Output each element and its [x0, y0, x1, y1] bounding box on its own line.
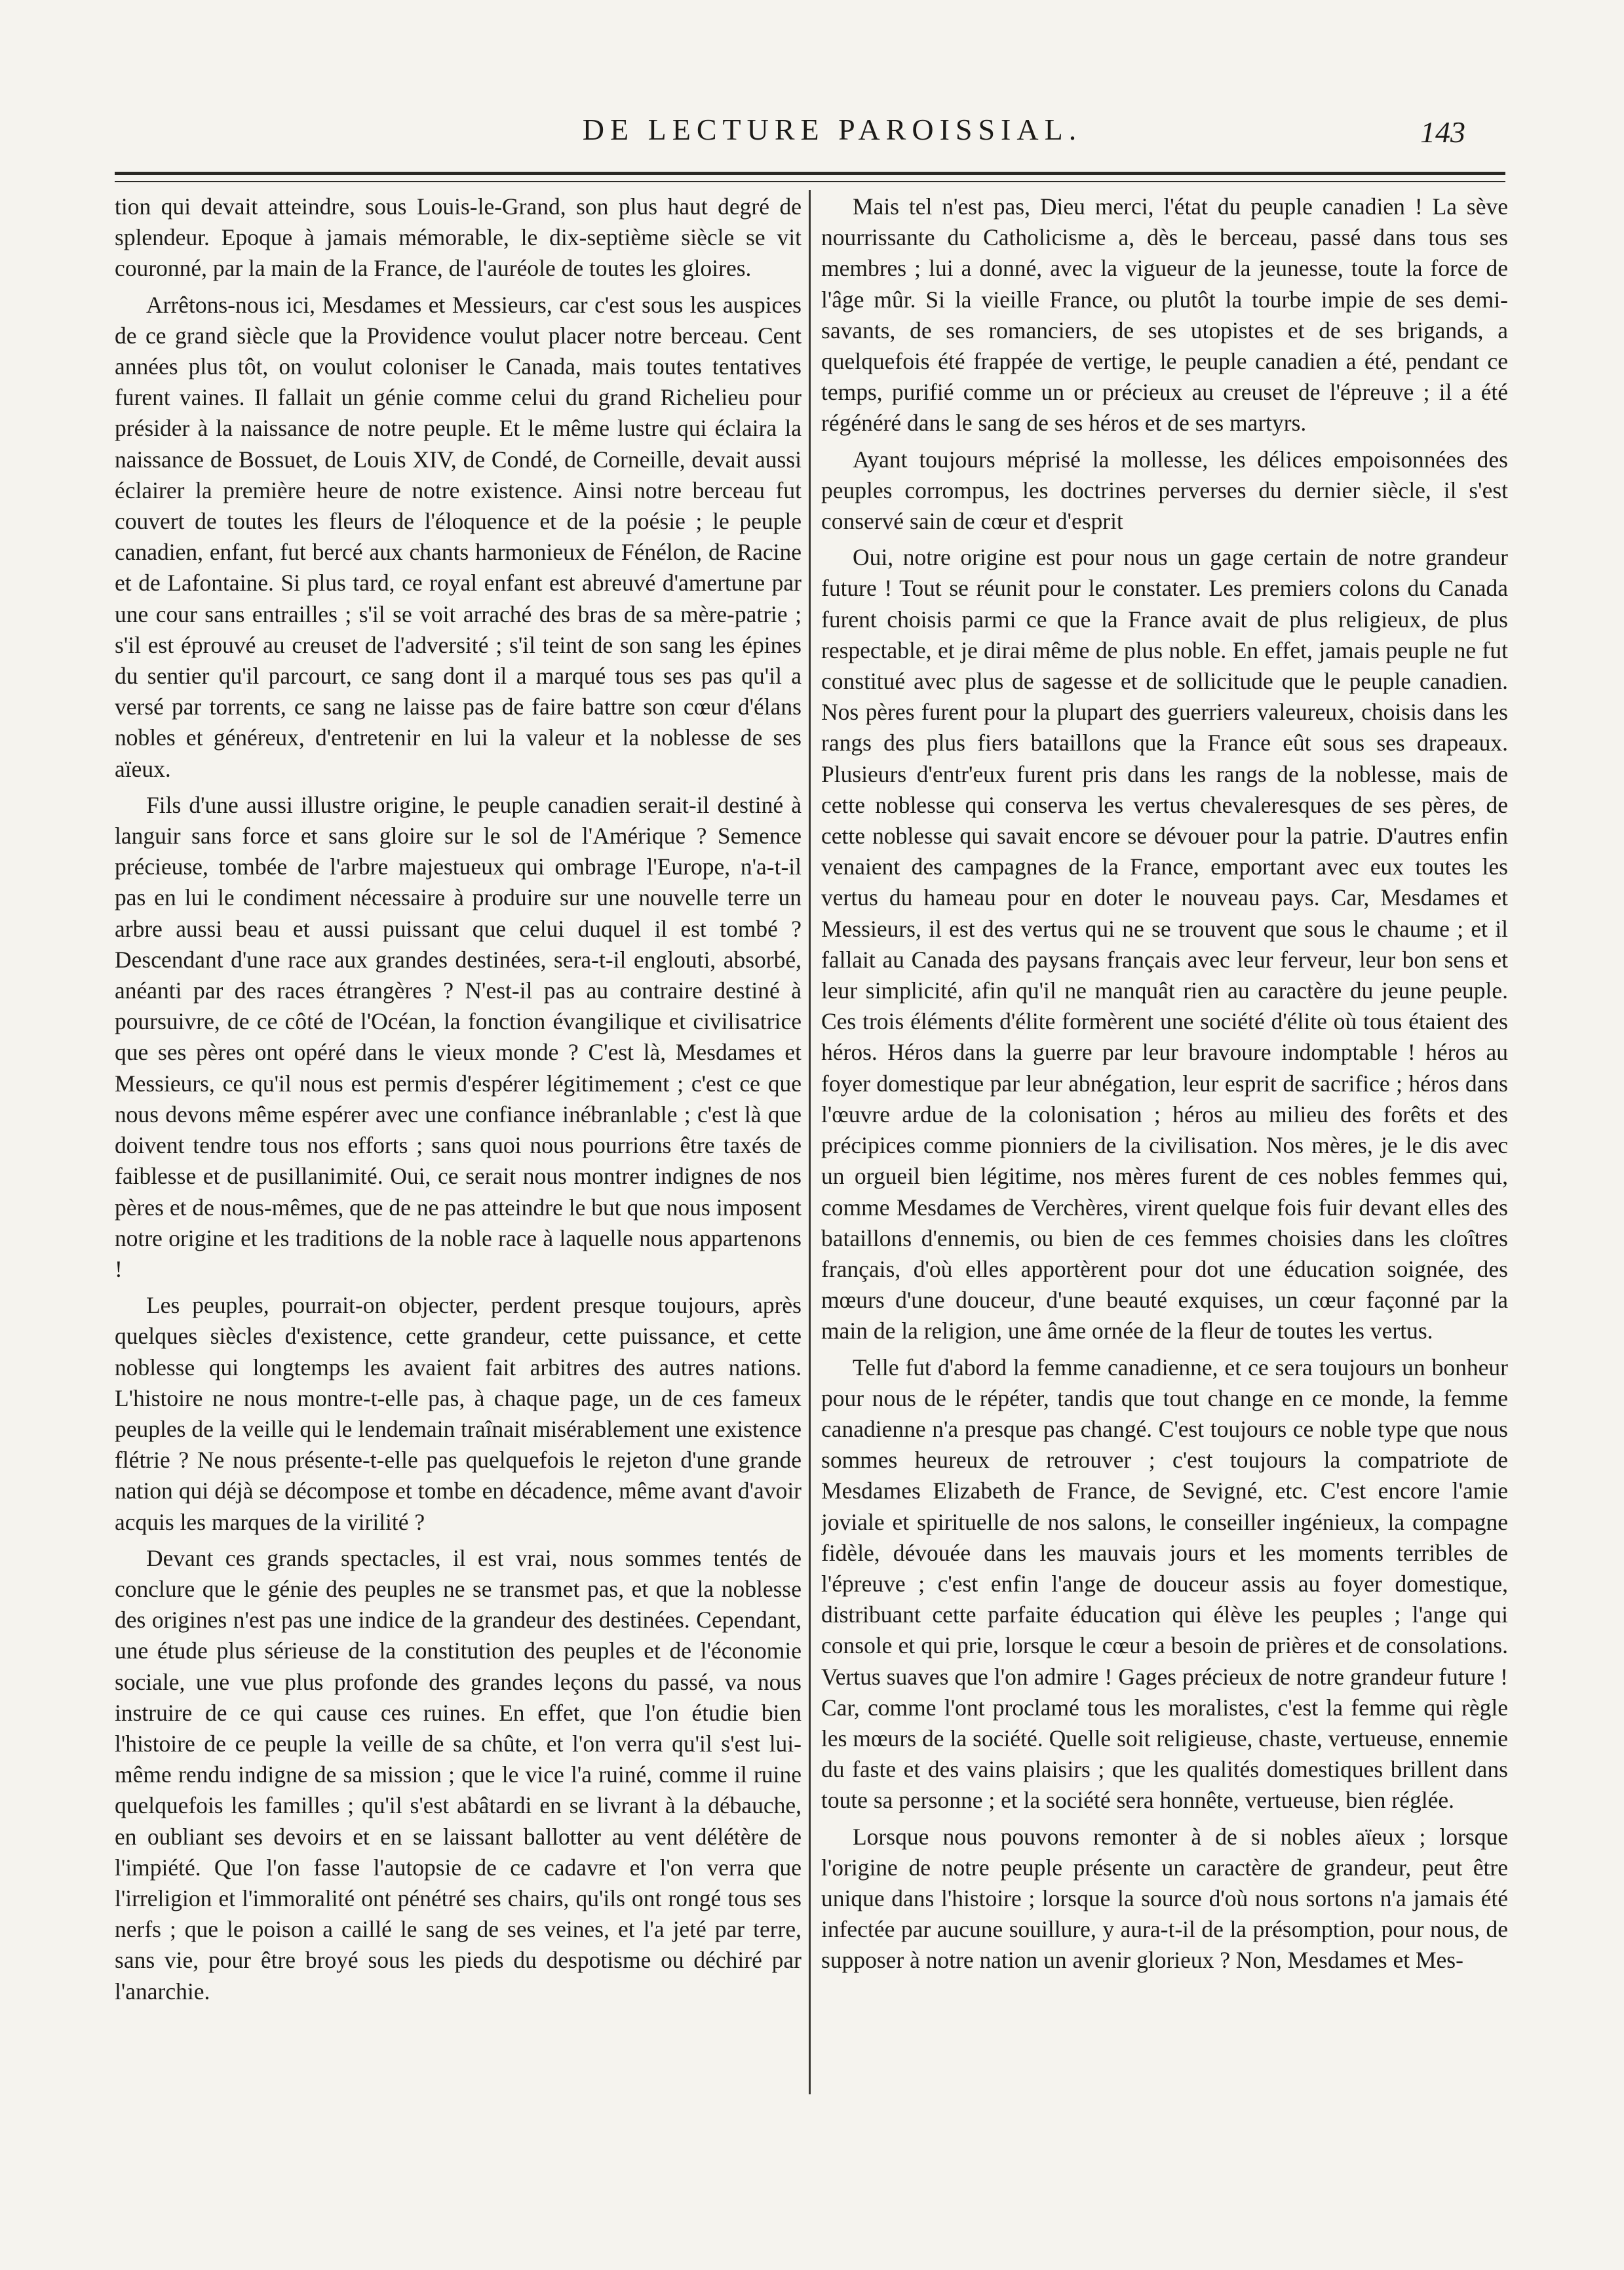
paragraph: tion qui devait atteindre, sous Louis-le-Grand, son plus haut degré de splendeur. Epoque à jamais mémorable, le dix-septième siècle se vit couronné, par la main de la France, de l'auréole de toutes les gloires. — [115, 193, 802, 282]
header-rule-thick — [115, 172, 1505, 175]
header-rule-thin — [115, 181, 1505, 182]
running-head — [0, 110, 1624, 156]
right-column — [821, 191, 1508, 2096]
paragraph: Les peuples, pourrait-on objecter, perdent presque toujours, après quelques siècles d'existence, cette grandeur, cette puissance, et cette noblesse qui longtemps les avaient fait arbitres des autres nations. L'histoire ne nous montre-t-elle pas, à chaque page, un de ces fameux peuples de la veille qui le lendemain traînait misérablement une existence flétrie ? Ne nous présente-t-elle pas quelquefois le rejeton d'une grande nation qui déjà se décompose et tombe en décadence, même avant d'avoir acquis les marques de la virilité ? — [115, 1292, 802, 1535]
paragraph: Arrêtons-nous ici, Mesdames et Messieurs, car c'est sous les auspices de ce grand siècle que la Providence voulut placer notre berceau. Cent années plus tôt, on voulut coloniser le Canada, mais toutes tentatives furent vaines. Il fallait un génie comme celui du grand Richelieu pour présider à la naissance de notre peuple. Et le même lustre qui éclaira la naissance de Bossuet, de Louis XIV, de Condé, de Corneille, devait aussi éclairer la première heure de notre existence. Ainsi notre berceau fut couvert de toutes les fleurs de l'éloquence et de la poésie ; le peuple canadien, enfant, fut bercé aux chants harmonieux de Fénélon, de Racine et de Lafontaine. Si plus tard, ce royal enfant est abreuvé d'amertune par une cour sans entrailles ; s'il se voit arraché des bras de sa mère-patrie ; s'il est éprouvé au creuset de l'adversité ; s'il teint de son sang les épines du sentier qu'il parcourt, ce sang dont il a marqué tous ses pas qu'il a versé par torrents, ce sang ne laisse pas de faire battre son cœur d'élans nobles et généreux, d'entretenir en lui la valeur et la noblesse de ses aïeux. — [115, 291, 802, 782]
page-number: 143 — [1420, 115, 1465, 149]
paragraph: Telle fut d'abord la femme canadienne, et ce sera toujours un bonheur pour nous de le répéter, tandis que tout change en ce monde, la femme canadienne n'a presque pas changé. C'est toujours ce noble type que nous sommes heureux de retrouver ; c'est toujours la compatriote de Mesdames Elizabeth de France, de Sevigné, etc. C'est encore l'amie joviale et spirituelle de nos salons, le conseiller ingénieux, la compagne fidèle, dévouée dans les mauvais jours et les moments terribles de l'épreuve ; c'est enfin l'ange de douceur assis au foyer domestique, distribuant cette parfaite éducation qui élève les peuples ; l'ange qui console et qui prie, lorsque le cœur a besoin de prières et de consolations. Vertus suaves que l'on admire ! Gages précieux de notre grandeur future ! Car, comme l'ont proclamé tous les moralistes, c'est la femme qui règle les mœurs de la société. Quelle soit religieuse, chaste, vertueuse, ennemie du faste et des vains plaisirs ; que les qualités domestiques brillent dans toute sa personne ; et la société sera honnête, vertueuse, bien réglée. — [821, 1354, 1508, 1814]
paragraph: Oui, notre origine est pour nous un gage certain de notre grandeur future ! Tout se réunit pour le constater. Les premiers colons du Canada furent choisis parmi ce que la France avait de plus religieux, de plus respectable, et je dirai même de plus noble. En effet, jamais peuple ne fut constitué avec plus de sagesse et de sollicitude que le peuple canadien. Nos pères furent pour la plupart des guerriers valeureux, choisis dans les rangs des plus fiers bataillons que la France eût sous ses drapeaux. Plusieurs d'entr'eux furent pris dans les rangs de la noblesse, mais de cette noblesse qui conserva les vertus chevaleresques de ses pères, de cette noblesse qui savait encore se dévouer pour la patrie. D'autres enfin venaient des campagnes de la France, emportant avec eux toutes les vertus du hameau pour en doter le nouveau pays. Car, Mesdames et Messieurs, il est des vertus qui ne se trouvent que sous le chaume ; et il fallait au Canada des paysans français avec leur ferveur, leur bon sens et leur simplicité, afin qu'il ne manquât rien au caractère du jeune peuple. Ces trois éléments d'élite formèrent une société d'élite où tous étaient des héros. Héros dans la guerre par leur bravoure indomptable ! héros au foyer domestique par leur abnégation, leur esprit de sacrifice ; héros dans l'œuvre ardue de la colonisation ; héros au milieu des forêts et des précipices comme pionniers de la civilisation. Nos mères, je le dis avec un orgueil bien légitime, nos mères furent de ces nobles femmes qui, comme Mesdames de Verchères, virent quelque fois fuir devant elles des bataillons d'ennemis, ou bien de ces femmes choisies dans les cloîtres français, d'où elles apportèrent pour dot une éducation soignée, des mœurs d'une douceur, d'une beauté exquises, un cœur façonné par la main de la religion, une âme ornée de la fleur de toutes les vertus. — [821, 544, 1508, 1344]
paragraph: Mais tel n'est pas, Dieu merci, l'état du peuple canadien ! La sève nourrissante du Catholicisme a, dès le berceau, passé dans tous ses membres ; lui a donné, avec la vigueur de la jeunesse, toute la force de l'âge mûr. Si la vieille France, ou plutôt la tourbe impie de ses demi-savants, de ses romanciers, de ses utopistes et de ses brigands, a quelquefois été frappée de vertige, le peuple canadien a été, pendant ce temps, purifié comme un or précieux au creuset de l'épreuve ; il a été régénéré dans le sang de ses héros et de ses martyrs. — [821, 193, 1508, 437]
paragraph: Ayant toujours méprisé la mollesse, les délices empoisonnées des peuples corrompus, les doctrines perverses du dernier siècle, il s'est conservé sain de cœur et d'esprit — [821, 446, 1508, 535]
running-title: DE LECTURE PAROISSIAL. — [582, 113, 1083, 146]
paragraph: Devant ces grands spectacles, il est vrai, nous sommes tentés de conclure que le génie des peuples ne se transmet pas, et que la noblesse des origines n'est pas une indice de la grandeur des destinées. Cependant, une étude plus sérieuse de la constitution des peuples et de l'économie sociale, une vue plus profonde des grandes leçons du passé, va nous instruire de ce qui cause ces ruines. En effet, que l'on étudie bien l'histoire de ce peuple la veille de sa chûte, et l'on verra qu'il s'est lui-même rendu indigne de sa mission ; que le vice l'a ruiné, comme il ruine quelquefois les familles ; qu'il s'est abâtardi en se livrant à la débauche, en oubliant ses devoirs et en se laissant ballotter au vent délétère de l'impiété. Que l'on fasse l'autopsie de ce cadavre et l'on verra que l'irreligion et l'immoralité ont pénétré ses chairs, qu'ils ont rongé tous ses nerfs ; que le poison a caillé le sang de ses veines, et l'a jeté par terre, sans vie, pour être broyé sous les pieds du despotisme ou déchiré par l'anarchie. — [115, 1544, 802, 2005]
paragraph: Fils d'une aussi illustre origine, le peuple canadien serait-il destiné à languir sans force et sans gloire sur le sol de l'Amérique ? Semence précieuse, tombée de l'arbre majestueux qui ombrage l'Europe, n'a-t-il pas en lui le condiment nécessaire à produire sur une nouvelle terre un arbre aussi beau et aussi puissant que celui duquel il est tombé ? Descendant d'une race aux grandes destinées, sera-t-il englouti, absorbé, anéanti par des races étrangères ? N'est-il pas au contraire destiné à poursuivre, de ce côté de l'Océan, la fonction évangilique et civilisatrice que ses pères ont opéré dans le vieux monde ? C'est là, Mesdames et Messieurs, ce qu'il nous est permis d'espérer légitimement ; c'est ce que nous devons même espérer avec une confiance inébranlable ; c'est là que doivent tendre tous nos efforts ; sans quoi nous pourrions être taxés de faiblesse et de pusillanimité. Oui, ce serait nous montrer indignes de nos pères et de nous-mêmes, que de ne pas atteindre le but que nous imposent notre origine et les traditions de la noble race à laquelle nous appartenons ! — [115, 791, 802, 1282]
column-divider — [809, 190, 811, 2094]
paragraph: Lorsque nous pouvons remonter à de si nobles aïeux ; lorsque l'origine de notre peuple présente un caractère de grandeur, peut être unique dans l'histoire ; lorsque la source d'où nous sortons n'a jamais été infectée par aucune souillure, y aura-t-il de la présomption, pour nous, de supposer à notre nation un avenir glorieux ? Non, Mesdames et Mes- — [821, 1823, 1508, 1974]
left-column — [115, 191, 802, 2096]
